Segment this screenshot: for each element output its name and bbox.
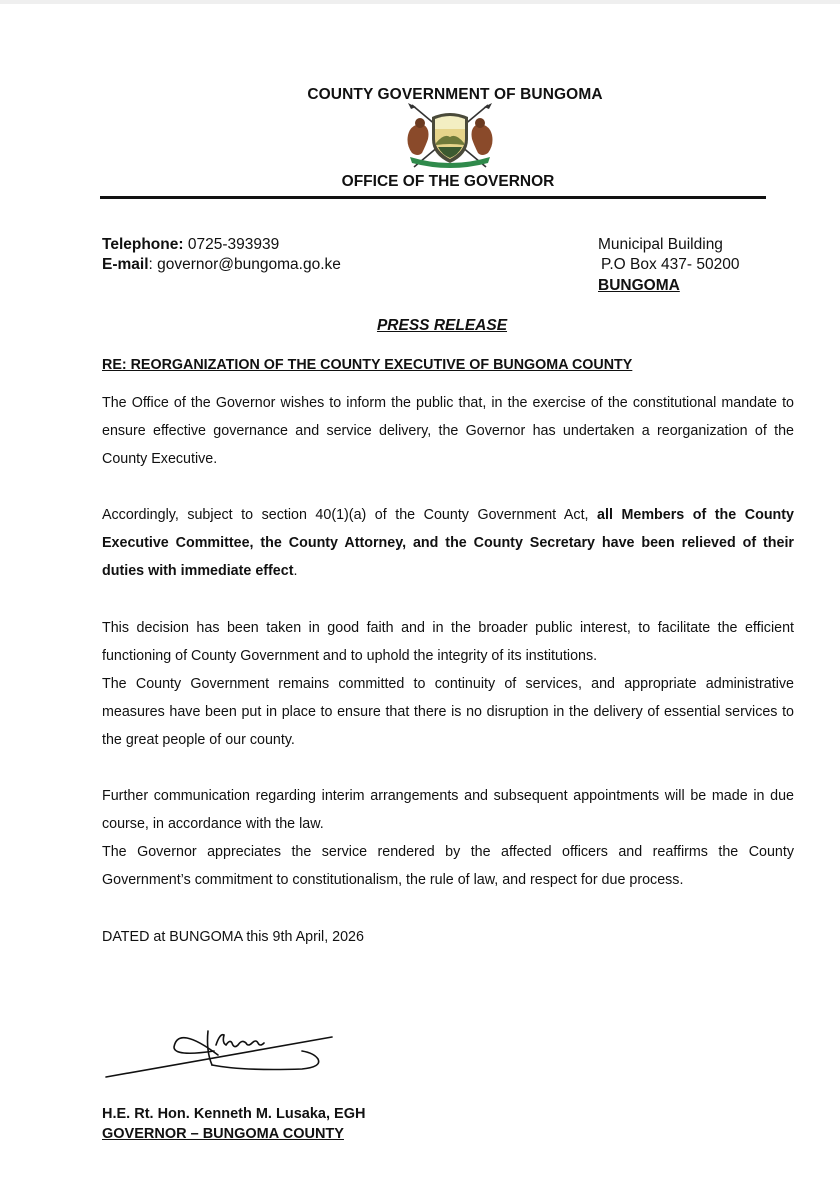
address-line-3: BUNGOMA xyxy=(598,277,680,294)
paragraph-2-end: . xyxy=(293,563,298,579)
telephone-value: 0725-393939 xyxy=(183,236,280,253)
contact-block xyxy=(102,235,341,275)
signature-icon xyxy=(100,1025,340,1085)
email-value: : governor@bungoma.go.ke xyxy=(148,256,341,273)
dated-line: DATED at BUNGOMA this 9th April, 2026 xyxy=(102,929,364,945)
county-government-heading: COUNTY GOVERNMENT OF BUNGOMA xyxy=(307,86,603,103)
coat-of-arms-icon xyxy=(398,103,502,169)
header-divider xyxy=(100,196,766,199)
paragraph-3: This decision has been taken in good faith and in the broader public interest, to facilitate the efficient functioning of County Government and to uphold the integrity of its institutions. xyxy=(102,620,794,664)
telephone-label: Telephone: xyxy=(102,236,184,253)
signatory-name: H.E. Rt. Hon. Kenneth M. Lusaka, EGH xyxy=(102,1106,366,1122)
paragraph-2-bold: all Members of the County Executive Committee, the County Attorney, and the County Secretary have been relieved of their duties with immediate effect xyxy=(102,507,794,579)
paragraph-2-plain: Accordingly, subject to section 40(1)(a) of the County Government Act, xyxy=(102,507,598,523)
telephone-line xyxy=(102,235,341,255)
office-heading: OFFICE OF THE GOVERNOR xyxy=(341,173,555,190)
paragraph-4: The County Government remains committed to continuity of services, and appropriate administrative measures have been put in place to ensure that there is no disruption in the delivery of essential services to the great people of our county. xyxy=(102,676,794,748)
address-line-1: Municipal Building xyxy=(598,236,723,253)
email-line xyxy=(102,255,341,275)
paragraph-5: Further communication regarding interim arrangements and subsequent appointments will be made in due course, in accordance with the law. xyxy=(102,788,794,832)
email-label: E-mail xyxy=(102,256,149,273)
paragraph-1: The Office of the Governor wishes to inform the public that, in the exercise of the constitutional mandate to ensure effective governance and service delivery, the Governor has undertaken a reorganization of the County Executive. xyxy=(102,395,794,467)
top-edge-bar xyxy=(0,0,840,4)
signatory-title: GOVERNOR – BUNGOMA COUNTY xyxy=(102,1126,344,1142)
press-release-title: PRESS RELEASE xyxy=(376,317,508,334)
paragraph-2 xyxy=(102,501,794,585)
paragraph-6: The Governor appreciates the service rendered by the affected officers and reaffirms the County Government’s commitment to constitutionalism, the rule of law, and respect for due process. xyxy=(102,844,794,888)
subject-line: RE: REORGANIZATION OF THE COUNTY EXECUTIVE OF BUNGOMA COUNTY xyxy=(102,357,633,373)
address-line-2: P.O Box 437- 50200 xyxy=(601,256,740,273)
